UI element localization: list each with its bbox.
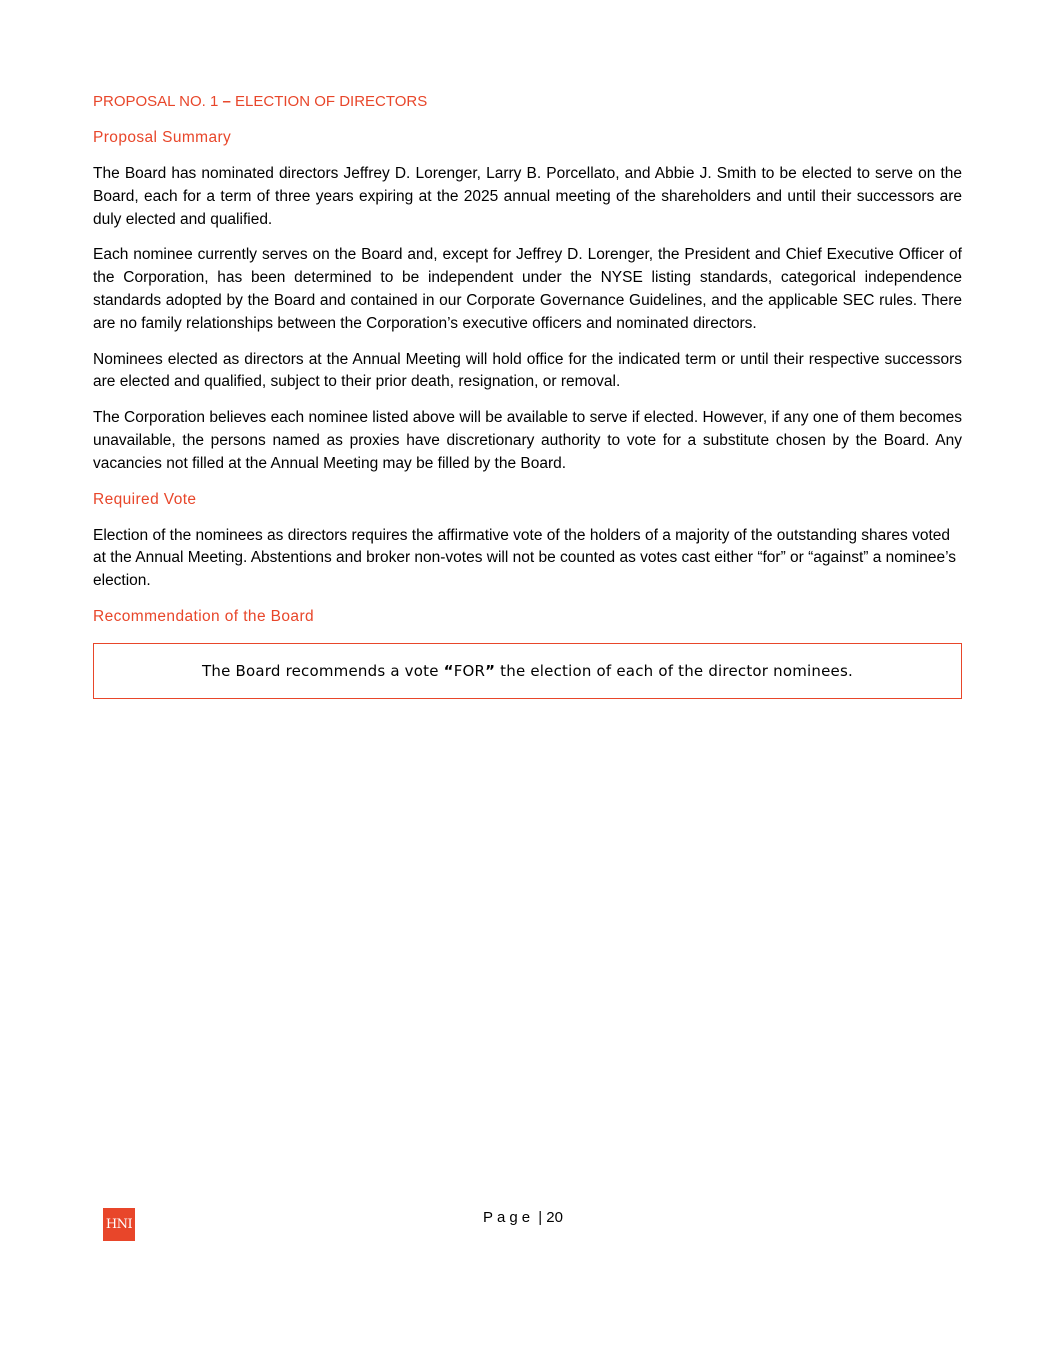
summary-paragraph-1: The Board has nominated directors Jeffrey D. Lorenger, Larry B. Porcellato, and Abbie J. Smith to be elected to serve on the Board, each for a term of three years expiring at the 2025 annual meeting of the shareholders and until their successors are duly elected and qualified. xyxy=(93,165,962,228)
proposal-title-prefix: PROPOSAL NO. 1 xyxy=(93,93,223,110)
recommendation-callout-text xyxy=(202,662,853,680)
page-content xyxy=(93,91,962,699)
required-vote-paragraph: Election of the nominees as directors requires the affirmative vote of the holders of a majority of the outstanding shares voted at the Annual Meeting. Abstentions and broker non-votes will not be counted as votes cast either “for” or “against” a nominee’s election. xyxy=(93,526,957,590)
proposal-title-dash: – xyxy=(222,93,231,110)
proposal-title-suffix: ELECTION OF DIRECTORS xyxy=(230,93,428,110)
page-number: 20 xyxy=(546,1209,563,1226)
recommendation-callout xyxy=(93,643,962,699)
callout-quote-close: ” xyxy=(485,661,496,680)
proposal-summary-heading: Proposal Summary xyxy=(93,129,232,146)
recommendation-heading: Recommendation of the Board xyxy=(93,607,315,625)
page-number-footer xyxy=(483,1209,563,1227)
callout-quote-open: “ xyxy=(443,661,454,680)
summary-paragraph-2: Each nominee currently serves on the Board and, except for Jeffrey D. Lorenger, the President and Chief Executive Officer of the Corporation, has been determined to be independent under the NYSE listing standards, categorical independence standards adopted by the Board and contained in our Corporate Governance Guidelines, and the applicable SEC rules. There are no family relationships between the Corporation’s executive officers and nominated directors. xyxy=(93,246,962,332)
hni-logo: HNI xyxy=(103,1208,135,1241)
page-separator: | xyxy=(534,1209,547,1226)
callout-suffix: the election of each of the director nominees. xyxy=(495,661,853,680)
proposal-title xyxy=(93,91,962,113)
page-label: Page xyxy=(483,1209,535,1226)
required-vote-heading: Required Vote xyxy=(93,490,197,508)
callout-prefix: The Board recommends a vote xyxy=(202,661,444,680)
summary-paragraph-4: The Corporation believes each nominee listed above will be available to serve if elected. However, if any one of them becomes unavailable, the persons named as proxies have discretionary authority to vote for a substitute chosen by the Board. Any vacancies not filled at the Annual Meeting may be filled by the Board. xyxy=(93,409,962,472)
callout-emphasis: FOR xyxy=(453,661,486,680)
summary-paragraph-3: Nominees elected as directors at the Annual Meeting will hold office for the indicated term or until their respective successors are elected and qualified, subject to their prior death, resignation, or removal. xyxy=(93,350,962,391)
